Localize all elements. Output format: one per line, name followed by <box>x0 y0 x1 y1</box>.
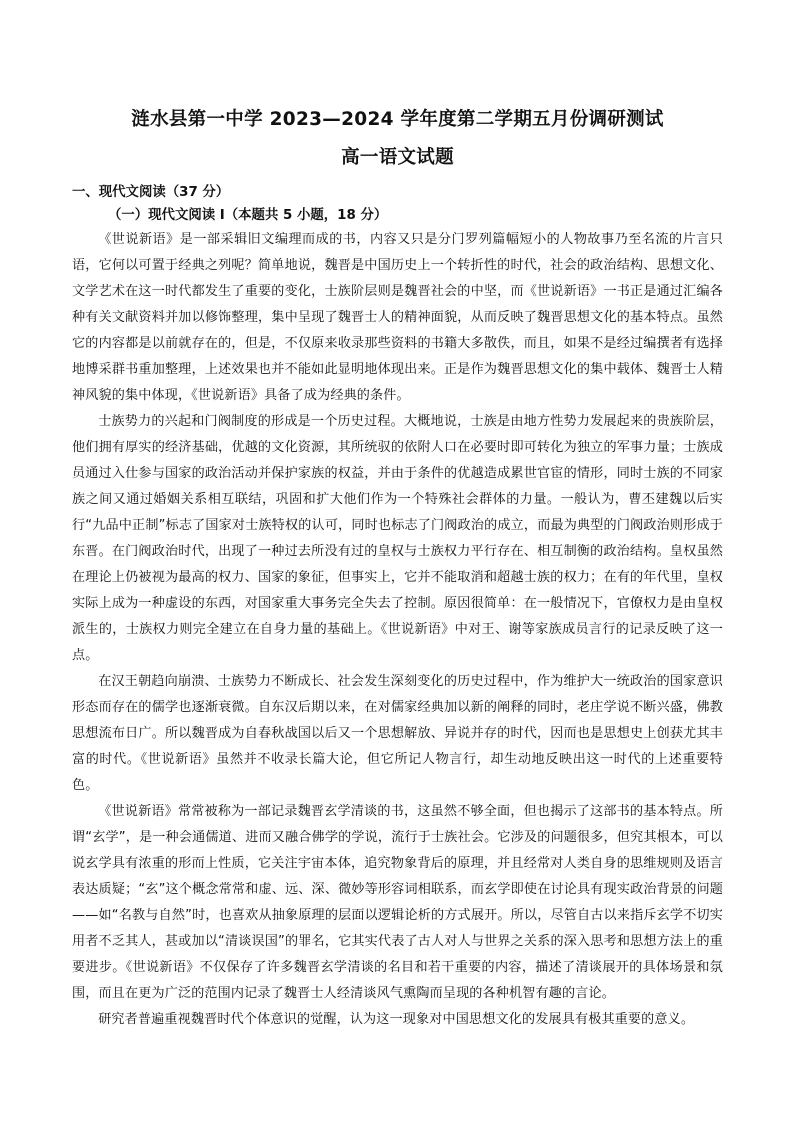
passage-paragraph-1: 《世说新语》是一部采辑旧文编理而成的书，内容又只是分门罗列篇幅短小的人物故事乃至名流的片言只语，它何以可置于经典之列呢？简单地说，魏晋是中国历史上一个转折性的时代，社会的政治结构、思想文化、文学艺术在这一时代都发生了重要的变化，士族阶层则是魏晋社会的中坚，而《世说新语》一书正是通过汇编各种有关文献资料并加以修饰整理，集中呈现了魏晋士人的精神面貌，从而反映了魏晋思想文化的基本特点。虽然它的内容都是以前就存在的，但是，不仅原来收录那些资料的书籍大多散佚，而且，如果不是经过编撰者有选择地博采群书重加整理，上述效果也并不能如此显明地体现出来。正是作为魏晋思想文化的集中载体、魏晋士人精神风貌的集中体现，《世说新语》具备了成为经典的条件。 <box>72 232 723 403</box>
passage-paragraph-3: 在汉王朝趋向崩溃、士族势力不断成长、社会发生深刻变化的历史过程中，作为维护大一统政治的国家意识形态而存在的儒学也逐渐衰微。自东汉后期以来，在对儒家经典加以新的阐释的同时，老庄学说不断兴盛，佛教思想流布日广。所以魏晋成为自春秋战国以后又一个思想解放、异说并存的时代，因而也是思想史上创获尤其丰富的时代。《世说新语》虽然并不收录长篇大论，但它所记人物言行，却生动地反映出这一时代的上述重要特色。 <box>72 674 723 793</box>
sub-section-heading: （一）现代文阅读 I（本题共 5 小题，18 分） <box>108 208 388 223</box>
passage-paragraph-4: 《世说新语》常常被称为一部记录魏晋玄学清谈的书，这虽然不够全面，但也揭示了这部书的基本特点。所谓“玄学”，是一种会通儒道、进而又融合佛学的学说，流行于士族社会。它涉及的问题很多，但究其根本，可以说玄学具有浓重的形而上性质，它关注宇宙本体，追究物象背后的原理，并且经常对人类自身的思维规则及语言表达质疑；“玄”这个概念常常和虚、远、深、微妙等形容词相联系，而玄学即使在讨论具有现实政治背景的问题——如“名教与自然”时，也喜欢从抽象原理的层面以逻辑论析的方式展开。所以，尽管自古以来指斥玄学不切实用者不乏其人，甚或加以“清谈误国”的罪名，它其实代表了古人对人与世界之关系的深入思考和思想方法上的重要进步。《世说新语》不仅保存了许多魏晋玄学清谈的名目和若干重要的内容，描述了清谈展开的具体场景和氛围，而且在更为广泛的范围内记录了魏晋士人经清谈风气熏陶而呈现的各种机智有趣的言论。 <box>72 804 723 1001</box>
passage-paragraph-2: 士族势力的兴起和门阀制度的形成是一个历史过程。大概地说，士族是由地方性势力发展起来的贵族阶层，他们拥有厚实的经济基础，优越的文化资源，其所统驭的依附人口在必要时即可转化为独立的军事力量；士族成员通过入仕参与国家的政治活动并保护家族的权益，并由于条件的优越造成累世官宦的情形，同时士族的不同家族之间又通过婚姻关系相互联结，巩固和扩大他们作为一个特殊社会群体的力量。一般认为，曹丕建魏以后实行“九品中正制”标志了国家对士族特权的认可，同时也标志了门阀政治的成立，而最为典型的门阀政治则形成于东晋。在门阀政治时代，出现了一种过去所没有过的皇权与士族权力平行存在、相互制衡的政治结构。皇权虽然在理论上仍被视为最高的权力、国家的象征，但事实上，它并不能取消和超越士族的权力；在有的年代里，皇权实际上成为一种虚设的东西，对国家重大事务完全失去了控制。原因很简单：在一般情况下，官僚权力是由皇权派生的，士族权力则完全建立在自身力量的基础上。《世说新语》中对王、谢等家族成员言行的记录反映了这一点。 <box>72 414 723 663</box>
reading-passage <box>72 227 723 1033</box>
exam-title: 涟水县第一中学 2023—2024 学年度第二学期五月份调研测试 <box>131 109 664 130</box>
section-heading: 一、现代文阅读（37 分） <box>72 185 230 200</box>
passage-paragraph-5: 研究者普遍重视魏晋时代个体意识的觉醒，认为这一现象对中国思想文化的发展具有极其重要的意义。 <box>98 1012 695 1027</box>
exam-subtitle: 高一语文试题 <box>341 147 454 168</box>
